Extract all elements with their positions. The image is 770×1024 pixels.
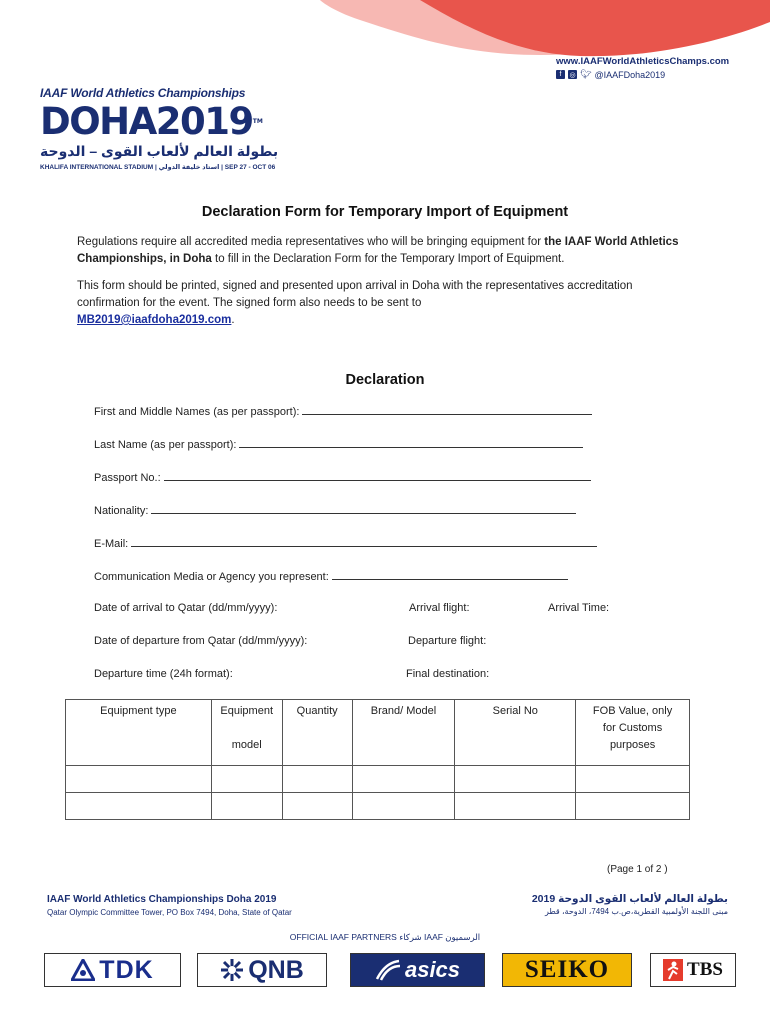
page-number: (Page 1 of 2 ) [607,864,668,875]
arrival-time-label[interactable]: Arrival Time: [548,602,610,614]
header-wave-graphic [0,0,770,60]
first-names-field[interactable]: First and Middle Names (as per passport): [94,404,592,418]
qnb-emblem-icon [220,958,244,982]
table-cell[interactable] [211,766,282,793]
nationality-field[interactable]: Nationality: [94,503,576,517]
doha-2019-logo [40,86,280,171]
facebook-icon[interactable]: f [556,70,565,79]
twitter-icon[interactable]: 🐦︎ [580,69,592,79]
table-cell[interactable] [455,793,576,820]
tbs-logo: TBS [650,953,736,987]
table-row[interactable] [66,793,690,820]
asics-stripes-icon [375,959,401,981]
passport-field[interactable]: Passport No.: [94,470,591,484]
table-cell[interactable] [352,793,455,820]
col-fob-value: FOB Value, only for Customs purposes [576,700,690,766]
final-destination-label[interactable]: Final destination: [406,668,490,680]
tdk-emblem-icon [71,959,95,981]
header-links [556,56,729,80]
table-cell[interactable] [66,793,212,820]
partners-heading: OFFICIAL IAAF PARTNERS شركاء IAAF الرسميون [289,932,481,942]
last-name-field[interactable]: Last Name (as per passport): [94,437,583,451]
form-title: Declaration Form for Temporary Import of Equipment [201,204,569,220]
footer-arabic [532,893,728,916]
qnb-logo: QNB [197,953,327,987]
instagram-icon[interactable]: ◎ [569,71,576,79]
table-cell[interactable] [455,766,576,793]
col-serial-no: Serial No [455,700,576,766]
col-equipment-model: Equipment model [211,700,282,766]
col-quantity: Quantity [282,700,352,766]
instructions-paragraph: This form should be printed, signed and presented upon arrival in Doha with the representatives accreditation confirmation for the event. The signed form also needs to be sent to MB2019@iaafdoha2019.com. [77,280,633,326]
logo-iaaf-text: IAAF World Athletics Championships [40,86,246,100]
table-cell[interactable] [66,766,212,793]
partner-logos [44,953,736,987]
social-handle: @IAAFDoha2019 [594,69,666,80]
email-link[interactable]: MB2019@iaafdoha2019.com [77,314,232,326]
departure-date-label[interactable]: Date of departure from Qatar (dd/mm/yyyy): [94,635,308,647]
departure-flight-label[interactable]: Departure flight: [408,635,487,647]
asics-logo: asics [350,953,485,987]
table-row[interactable] [66,766,690,793]
footer-address-ar: مبنى اللجنة الأولمبية القطرية،ص.ب 7494، الدوحة، قطر [544,907,728,916]
departure-time-label[interactable]: Departure time (24h format): [94,668,233,680]
table-cell[interactable] [282,793,352,820]
table-cell[interactable] [211,793,282,820]
table-cell[interactable] [352,766,455,793]
intro-paragraph: Regulations require all accredited media representatives who will be bringing equipment for the IAAF World Athletics Championships, in Doha to fill in the Declaration Form for the Temporary Import of Equipment. [77,236,679,265]
email-field[interactable]: E-Mail: [94,536,597,550]
col-equipment-type: Equipment type [66,700,212,766]
footer-address: Qatar Olympic Committee Tower, PO Box 7494, Doha, State of Qatar [47,908,292,917]
table-cell[interactable] [576,766,690,793]
logo-doha-text: DOHA2019™ [40,100,263,143]
arrival-flight-label[interactable]: Arrival flight: [409,602,470,614]
table-cell[interactable] [282,766,352,793]
seiko-logo: SEIKO [502,953,632,987]
logo-venue-line: KHALIFA INTERNATIONAL STADIUM | استاد خليفة الدولي | SEP 27 - OCT 06 [40,164,276,171]
tdk-logo: TDK [44,953,181,987]
col-brand-model: Brand/ Model [352,700,455,766]
footer-english [47,894,292,917]
table-header-row [66,700,690,766]
social-row [556,69,729,80]
table-cell[interactable] [576,793,690,820]
website-url[interactable]: www.IAAFWorldAthleticsChamps.com [556,56,730,67]
declaration-heading: Declaration [345,372,425,388]
footer-org-name-ar: بطولة العالم لألعاب القوى الدوحة 2019 [531,893,728,905]
footer-org-name: IAAF World Athletics Championships Doha 2019 [47,894,277,905]
logo-arabic-text: بطولة العالم لألعاب القوى – الدوحة [40,143,279,159]
agency-field[interactable]: Communication Media or Agency you represent: [94,569,568,583]
equipment-table [65,699,690,820]
arrival-date-label[interactable]: Date of arrival to Qatar (dd/mm/yyyy): [94,602,278,614]
tbs-runner-icon [663,959,683,981]
